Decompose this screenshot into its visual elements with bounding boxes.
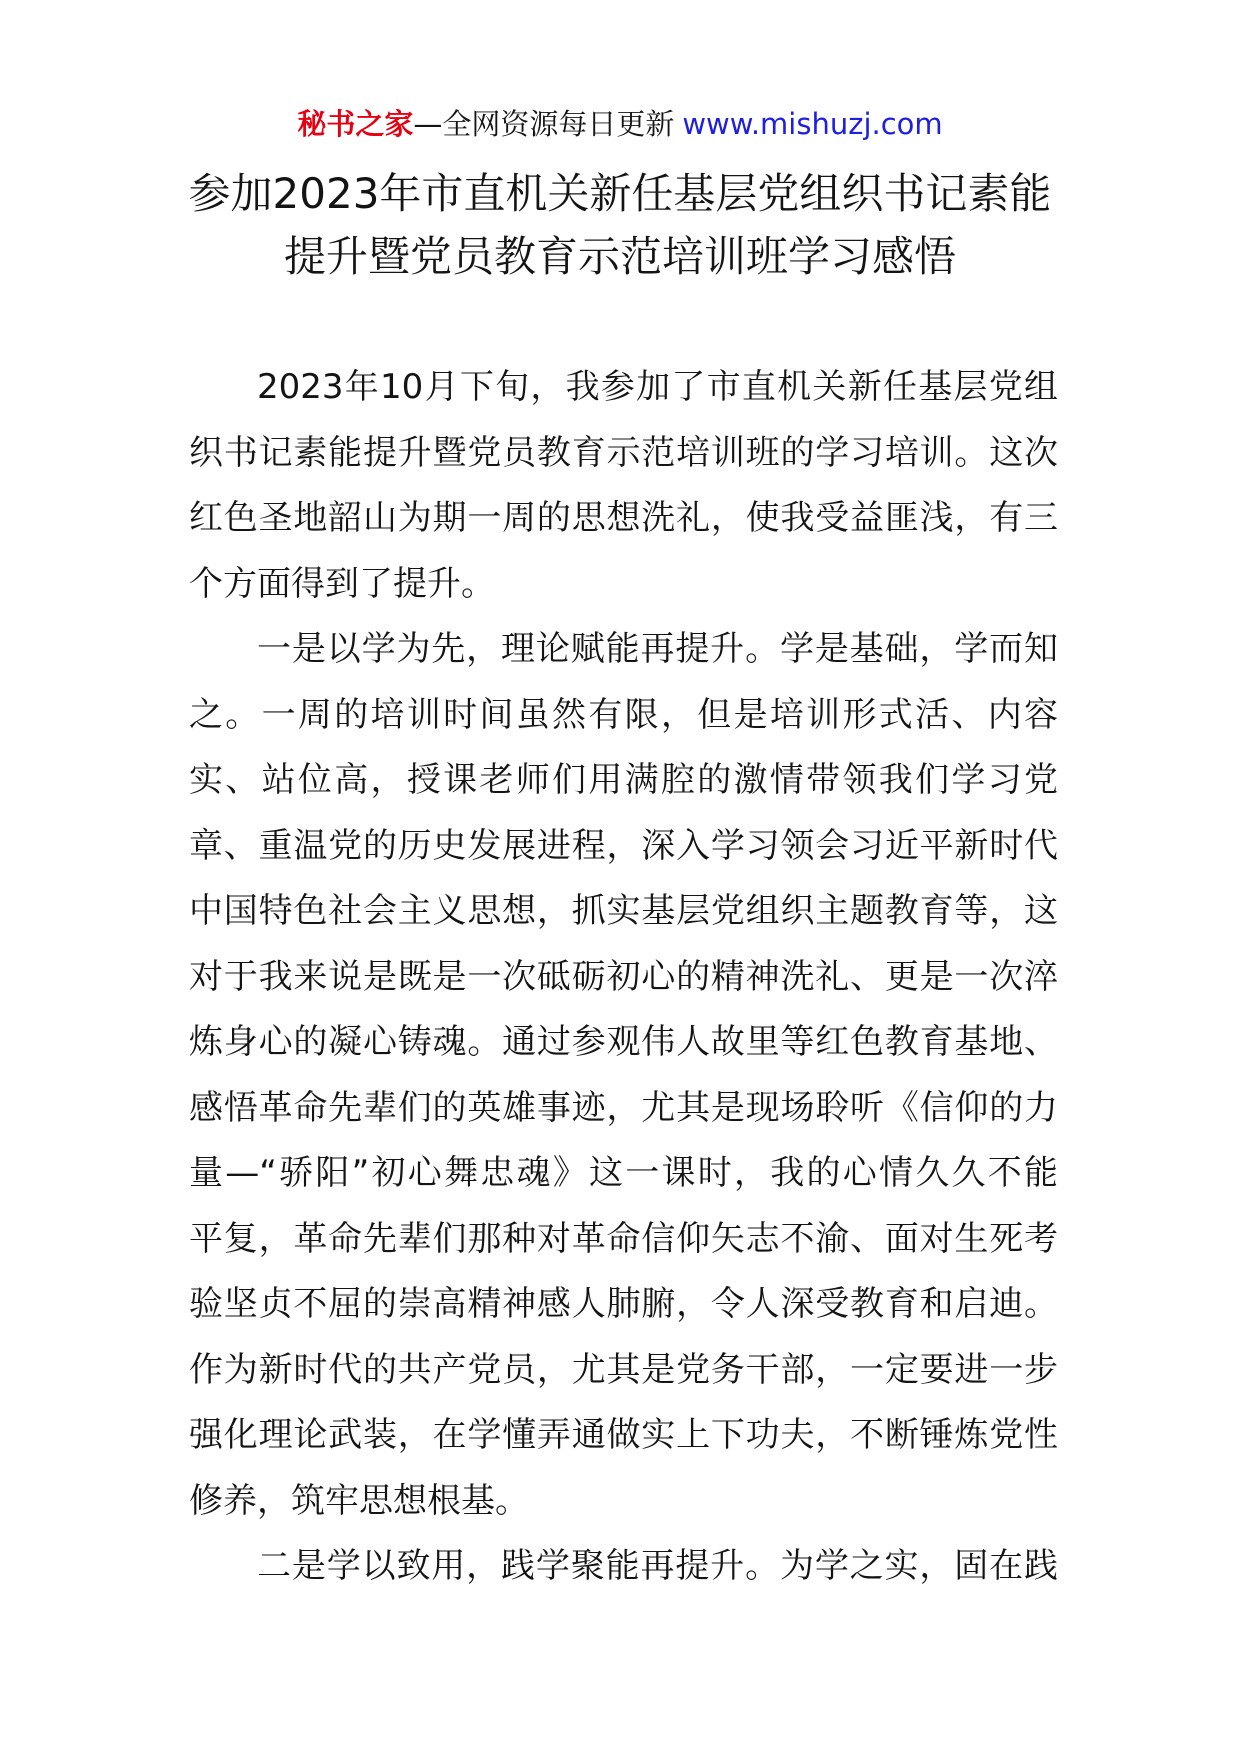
- paragraph: [189, 617, 1058, 1534]
- paragraph-line: 2023年10月下旬，我参加了市直机关新任基层党组: [257, 367, 1058, 407]
- paragraph-line: 一是以学为先，理论赋能再提升。学是基础，学而知: [257, 629, 1058, 669]
- paragraph-line: 作为新时代的共产党员，尤其是党务干部，一定要进一步: [189, 1349, 1058, 1390]
- paragraph-line: 修养，筑牢思想根基。: [189, 1480, 529, 1521]
- paragraph: [189, 355, 1058, 617]
- paragraph-line: 织书记素能提升暨党员教育示范培训班的学习培训。这次: [189, 432, 1058, 473]
- paragraph-line: 个方面得到了提升。: [189, 563, 495, 604]
- paragraph-line: 红色圣地韶山为期一周的思想洗礼，使我受益匪浅，有三: [189, 498, 1058, 538]
- paragraph-line: 量—“骄阳”初心舞忠魂》这一课时，我的心情久久不能: [189, 1153, 1058, 1193]
- paragraph-line: 之。一周的培训时间虽然有限，但是培训形式活、内容: [189, 694, 1058, 735]
- paragraph-line: 二是学以致用，践学聚能再提升。为学之实，固在践: [257, 1546, 1058, 1586]
- paragraph-line: 感悟革命先辈们的英雄事迹，尤其是现场聆听《信仰的力: [189, 1087, 1058, 1128]
- paragraph-line: 实、站位高，授课老师们用满腔的激情带领我们学习党: [189, 760, 1058, 800]
- paragraph-line: 平复，革命先辈们那种对革命信仰矢志不渝、面对生死考: [189, 1218, 1058, 1259]
- title-line: 参加2023年市直机关新任基层党组织书记素能: [188, 169, 1052, 218]
- document-body: [189, 355, 1058, 1600]
- document-title: [120, 162, 1120, 288]
- paragraph: [189, 1534, 1058, 1600]
- site-url: www.mishuzj.com: [682, 107, 943, 141]
- site-brand: 秘书之家: [297, 107, 414, 141]
- title-line: 提升暨党员教育示范培训班学习感悟: [283, 232, 956, 281]
- paragraph-line: 中国特色社会主义思想，抓实基层党组织主题教育等，这: [189, 891, 1058, 931]
- site-tagline: —全网资源每日更新: [413, 107, 675, 141]
- paragraph-line: 验坚贞不屈的崇高精神感人肺腑，令人深受教育和启迪。: [189, 1284, 1058, 1324]
- page-header: [0, 104, 1240, 144]
- paragraph-line: 强化理论武装，在学懂弄通做实上下功夫，不断锤炼党性: [189, 1415, 1058, 1455]
- paragraph-line: 对于我来说是既是一次砥砺初心的精神洗礼、更是一次淬: [189, 956, 1058, 997]
- paragraph-line: 炼身心的凝心铸魂。通过参观伟人故里等红色教育基地、: [189, 1022, 1058, 1062]
- paragraph-line: 章、重温党的历史发展进程，深入学习领会习近平新时代: [189, 825, 1058, 866]
